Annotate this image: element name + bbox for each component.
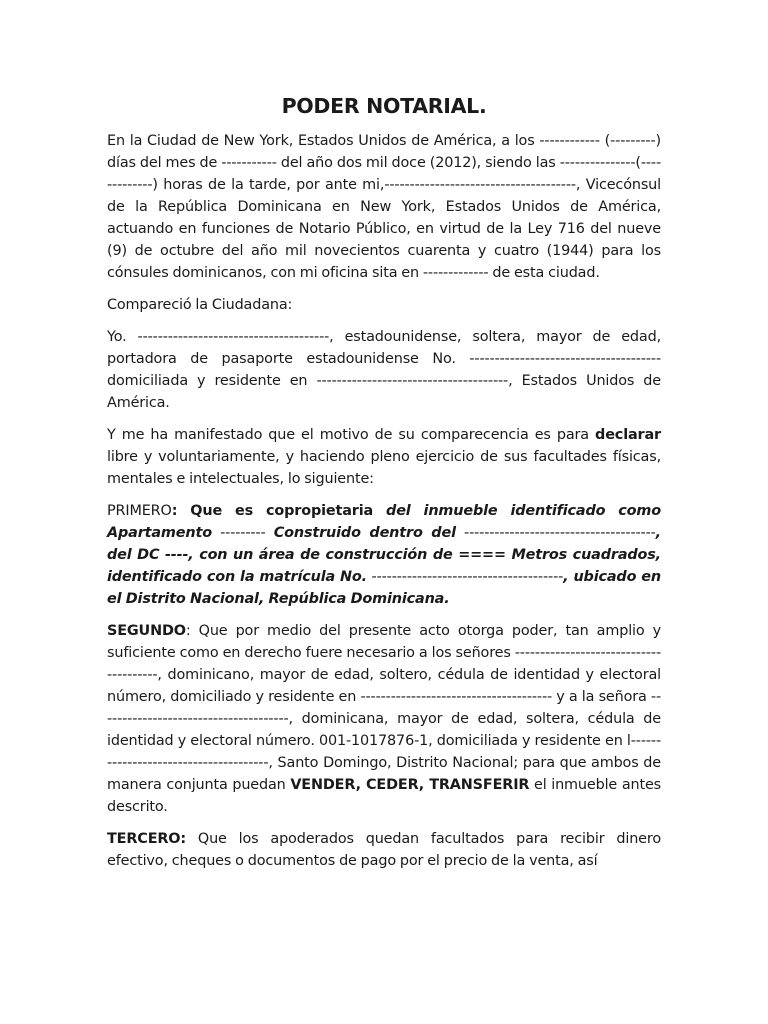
transferir-word: TRANSFERIR <box>429 777 530 793</box>
primero-bold-italic-3: , del DC ----, con un área de construcción de ==== Metros cuadrados, identificado con la matrícula No. <box>107 525 661 585</box>
segundo-label: SEGUNDO <box>107 623 186 639</box>
primero-label: PRIMERO <box>107 503 172 519</box>
segundo-sep-1: , <box>355 777 366 793</box>
primero-colon: : <box>171 503 191 519</box>
opening-paragraph: En la Ciudad de New York, Estados Unidos de América, a los ------------ (---------) días del mes de ----------- del año dos mil doce (2012), siendo las ---------------(-------------) horas de la tarde, por ante mi,--------------------------------------, Vicecónsul de la República Dominicana en New York, Estados Unidos de América, actuando en funciones de Notario Público, en virtud de la Ley 716 del nueve (9) de octubre del año mil novecientos cuarenta y cuatro (1944) para los cónsules dominicanos, con mi oficina sita en ------------- de esta ciudad. <box>107 133 661 281</box>
primero-blank-2: -------------------------------------- <box>455 525 656 541</box>
tercero-paragraph <box>107 828 661 872</box>
segundo-text-1: : Que por medio del presente acto otorga poder, tan amplio y suficiente como en derecho fuere necesario a los señores ---------------------------------------, dominicano, mayor de edad, soltero, cédula de identidad y electoral número, domiciliado y residente en -------------------------------------- y a la señora --------------------------------------, dominicana, mayor de edad, soltera, cédula de identidad y electoral número. 001-1017876-1, domiciliada y residente en l--------------------------------------, Santo Domingo, Distrito Nacional; para que ambos de manera conjunta puedan <box>107 623 661 793</box>
segundo-text-2: el inmueble antes descrito. <box>107 777 661 815</box>
declarant-paragraph: Yo. --------------------------------------, estadounidense, soltera, mayor de edad, portadora de pasaporte estadounidense No. -------------------------------------- domiciliada y residente en --------------------------------------, Estados Unidos de América. <box>107 329 661 411</box>
primero-blank-1: --------- <box>211 525 274 541</box>
vender-word: VENDER <box>290 777 356 793</box>
segundo-sep-2: , <box>418 777 430 793</box>
tercero-label: TERCERO: <box>107 831 186 847</box>
primero-end: . <box>444 591 450 607</box>
tercero-text: Que los apoderados quedan facultados para recibir dinero efectivo, cheques o documentos de pago por el precio de la venta, así <box>107 831 661 869</box>
appearance-paragraph: Compareció la Ciudadana: <box>107 297 293 313</box>
primero-blank-3: -------------------------------------- <box>366 569 564 585</box>
primero-bold-italic-1: del inmueble identificado como Apartamento <box>107 503 661 541</box>
document-title: PODER NOTARIAL. <box>281 94 487 118</box>
document-body <box>107 92 661 882</box>
declaration-text-1: Y me ha manifestado que el motivo de su comparecencia es para <box>107 427 596 443</box>
primero-paragraph <box>107 500 661 610</box>
primero-bold-1: Que es copropietaria <box>190 503 387 519</box>
declaration-text-2: libre y voluntariamente, y haciendo pleno ejercicio de sus facultades físicas, mentales e intelectuales, lo siguiente: <box>107 449 661 487</box>
primero-bold-italic-2: Construido dentro del <box>273 525 456 541</box>
ceder-word: CEDER <box>366 777 419 793</box>
segundo-paragraph <box>107 620 661 818</box>
declaration-paragraph <box>107 424 661 490</box>
declarar-word: declarar <box>595 427 661 443</box>
primero-bold-italic-4: , ubicado en el Distrito Nacional, República Dominicana <box>107 569 661 607</box>
